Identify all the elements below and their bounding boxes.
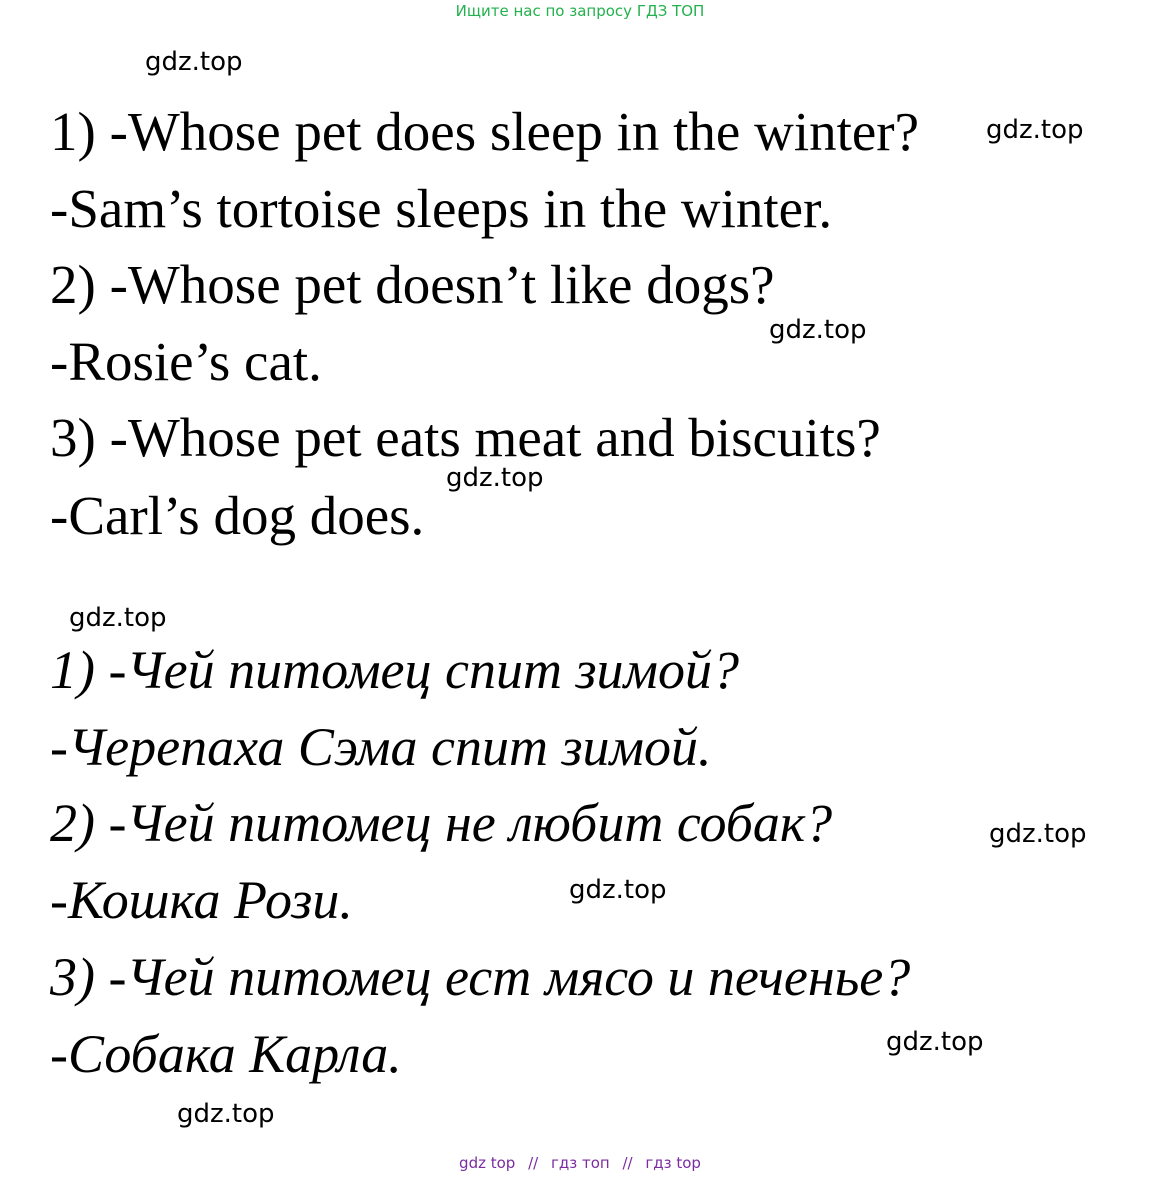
russian-line-2: -Черепаха Сэма спит зимой. bbox=[50, 717, 712, 777]
watermark: gdz.top bbox=[177, 1099, 275, 1129]
watermark: gdz.top bbox=[886, 1027, 984, 1057]
watermark: gdz.top bbox=[989, 819, 1087, 849]
russian-line-5: 3) -Чей питомец ест мясо и печенье? bbox=[50, 947, 911, 1007]
watermark: gdz.top bbox=[986, 115, 1084, 145]
english-line-5: 3) -Whose pet eats meat and biscuits? bbox=[50, 407, 881, 468]
russian-line-4: -Кошка Рози. bbox=[50, 870, 353, 930]
watermark: gdz.top bbox=[769, 315, 867, 345]
russian-line-3: 2) -Чей питомец не любит собак? bbox=[50, 793, 833, 853]
english-line-2: -Sam’s tortoise sleeps in the winter. bbox=[50, 178, 833, 239]
watermark: gdz.top bbox=[569, 875, 667, 905]
watermark: gdz.top bbox=[446, 463, 544, 493]
russian-line-1: 1) -Чей питомец спит зимой? bbox=[50, 640, 740, 700]
footer-link-2[interactable]: гдз топ bbox=[550, 1154, 610, 1172]
english-line-4: -Rosie’s cat. bbox=[50, 331, 322, 392]
footer-link-1[interactable]: gdz top bbox=[459, 1154, 516, 1172]
watermark: gdz.top bbox=[145, 47, 243, 77]
english-line-3: 2) -Whose pet doesn’t like dogs? bbox=[50, 254, 775, 315]
footer-separator: // bbox=[622, 1154, 633, 1172]
footer-links bbox=[0, 1154, 1160, 1172]
footer-separator: // bbox=[528, 1154, 539, 1172]
english-line-6: -Carl’s dog does. bbox=[50, 485, 425, 546]
footer-link-3[interactable]: гдз top bbox=[645, 1154, 701, 1172]
english-line-1: 1) -Whose pet does sleep in the winter? bbox=[50, 101, 920, 162]
russian-line-6: -Собака Карла. bbox=[50, 1024, 402, 1084]
watermark: gdz.top bbox=[69, 603, 167, 633]
top-banner: Ищите нас по запросу ГДЗ ТОП bbox=[455, 2, 705, 20]
